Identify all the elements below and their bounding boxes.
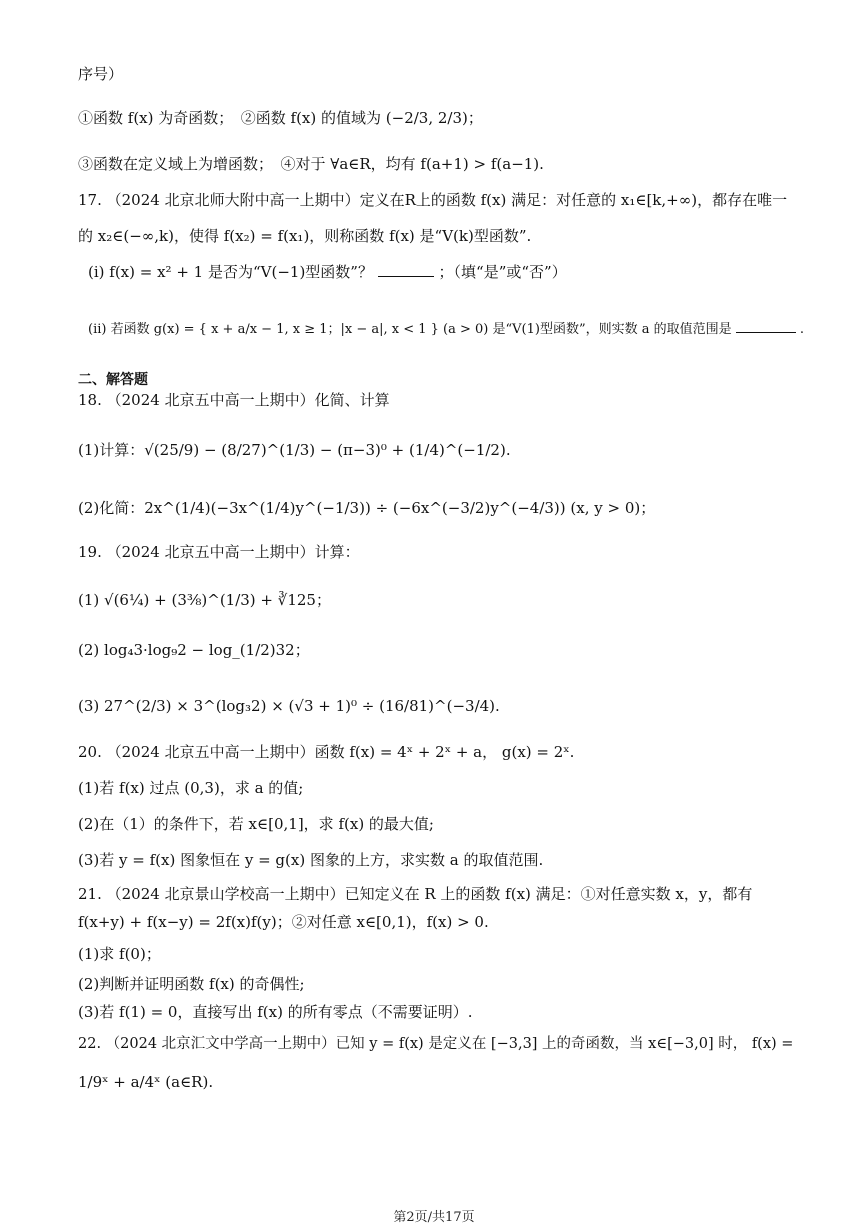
text-line: 序号） — [78, 65, 124, 83]
question-21: 21. （2024 北京景山学校高一上期中）已知定义在 R 上的函数 f(x) 满足：①对任意实数 x，y，都有 — [78, 885, 753, 903]
section-heading: 二、解答题 — [78, 372, 148, 388]
text-line: (1) √(6¼) + (3⅜)^(1/3) + ∛125； — [78, 591, 331, 609]
q17-ii-tail: . — [799, 322, 805, 337]
question-17: 17. （2024 北京北师大附中高一上期中）定义在R上的函数 f(x) 满足：对任意的 x₁∈[k,+∞)，都存在唯一 — [78, 191, 788, 209]
q17-i-tail: ；（填“是”或“否”） — [438, 263, 567, 281]
text-line: ①函数 f(x) 为奇函数； ②函数 f(x) 的值域为 (−2/3, 2/3)； — [78, 109, 483, 127]
text-line: 1/9ˣ + a/4ˣ (a∈R). — [78, 1073, 214, 1091]
page-footer: 第2页/共17页 — [393, 1210, 475, 1225]
text-line: ③函数在定义域上为增函数； ④对于 ∀a∈R，均有 f(a+1) > f(a−1). — [78, 155, 544, 173]
text-line: (1)若 f(x) 过点 (0,3)，求 a 的值; — [78, 779, 304, 797]
question-20: 20. （2024 北京五中高一上期中）函数 f(x) = 4ˣ + 2ˣ + a， g(x) = 2ˣ. — [78, 743, 575, 761]
text-line: 的 x₂∈(−∞,k)，使得 f(x₂) = f(x₁)，则称函数 f(x) 是“V(k)型函数”. — [78, 227, 532, 245]
text-line: f(x+y) + f(x−y) = 2f(x)f(y)；②对任意 x∈[0,1)，f(x) > 0. — [78, 913, 489, 931]
text-line: (1)计算：√(25/9) − (8/27)^(1/3) − (π−3)⁰ + (1/4)^(−1/2). — [78, 441, 511, 459]
text-line: (2) log₄3·log₉2 − log_(1/2)32； — [78, 641, 310, 659]
text-line: (2)化简：2x^(1/4)(−3x^(1/4)y^(−1/3)) ÷ (−6x^(−3/2)y^(−4/3)) (x, y > 0)； — [78, 499, 656, 517]
text-line — [88, 262, 567, 282]
text-line: (2)判断并证明函数 f(x) 的奇偶性; — [78, 975, 305, 993]
question-22: 22. （2024 北京汇文中学高一上期中）已知 y = f(x) 是定义在 [−3,3] 上的奇函数，当 x∈[−3,0] 时， f(x) = — [78, 1036, 794, 1052]
text-line: (3)若 f(1) = 0，直接写出 f(x) 的所有零点（不需要证明）. — [78, 1003, 473, 1021]
text-line: (1)求 f(0)； — [78, 945, 161, 963]
text-line: (3) 27^(2/3) × 3^(log₃2) × (√3 + 1)⁰ ÷ (16/81)^(−3/4). — [78, 697, 500, 715]
answer-blank — [736, 318, 796, 333]
text-line: (2)在（1）的条件下，若 x∈[0,1]，求 f(x) 的最大值; — [78, 815, 434, 833]
question-19: 19. （2024 北京五中高一上期中）计算： — [78, 543, 360, 561]
question-18: 18. （2024 北京五中高一上期中）化简、计算 — [78, 391, 390, 409]
q17-i-text: (i) f(x) = x² + 1 是否为“V(−1)型函数”？ — [88, 263, 373, 281]
text-line — [88, 318, 804, 340]
text-line: (3)若 y = f(x) 图象恒在 y = g(x) 图象的上方，求实数 a 的取值范围. — [78, 851, 544, 869]
answer-blank — [378, 262, 434, 277]
q17-ii-text: (ii) 若函数 g(x) = { x + a/x − 1, x ≥ 1；|x − a|, x < 1 } (a > 0) 是“V(1)型函数”，则实数 a 的取值范围是 — [88, 322, 732, 337]
